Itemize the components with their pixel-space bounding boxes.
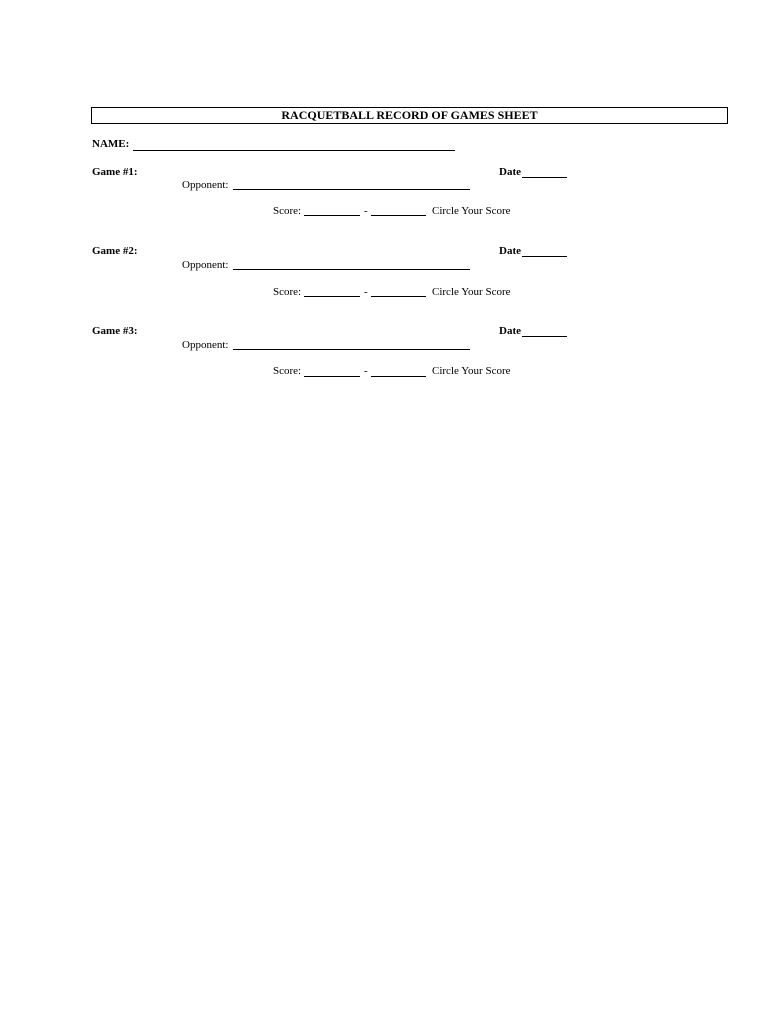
game-1-circle-label: Circle Your Score	[432, 205, 511, 217]
game-3-circle-label: Circle Your Score	[432, 365, 511, 377]
game-2-date-label: Date	[499, 245, 521, 257]
game-1-opponent-line[interactable]	[233, 189, 470, 190]
game-3-score-a-line[interactable]	[304, 376, 360, 377]
game-3-score-dash: -	[364, 365, 368, 377]
game-3-score-b-line[interactable]	[371, 376, 426, 377]
game-3-opponent-line[interactable]	[233, 349, 470, 350]
game-1-label: Game #1:	[92, 166, 138, 178]
game-1-date-line[interactable]	[522, 177, 567, 178]
game-2-score-label: Score:	[273, 286, 302, 298]
game-2-opponent-line[interactable]	[233, 269, 470, 270]
game-1-opponent-label: Opponent:	[182, 179, 229, 191]
game-2-score-b-line[interactable]	[371, 296, 426, 297]
game-2-label: Game #2:	[92, 245, 138, 257]
game-1-score-b-line[interactable]	[371, 215, 426, 216]
game-2-score-dash: -	[364, 286, 368, 298]
game-2-circle-label: Circle Your Score	[432, 286, 511, 298]
game-3-opponent-label: Opponent:	[182, 339, 229, 351]
game-1-score-dash: -	[364, 205, 368, 217]
game-3-label: Game #3:	[92, 325, 138, 337]
game-1-score-label: Score:	[273, 205, 302, 217]
name-label: NAME:	[92, 138, 130, 150]
name-field-line[interactable]	[133, 150, 455, 151]
sheet-title: RACQUETBALL RECORD OF GAMES SHEET	[91, 107, 728, 124]
game-3-score-label: Score:	[273, 365, 302, 377]
game-3-date-line[interactable]	[522, 336, 567, 337]
game-3-date-label: Date	[499, 325, 521, 337]
game-2-date-line[interactable]	[522, 256, 567, 257]
game-1-score-a-line[interactable]	[304, 215, 360, 216]
game-2-score-a-line[interactable]	[304, 296, 360, 297]
game-1-date-label: Date	[499, 166, 521, 178]
game-2-opponent-label: Opponent:	[182, 259, 229, 271]
